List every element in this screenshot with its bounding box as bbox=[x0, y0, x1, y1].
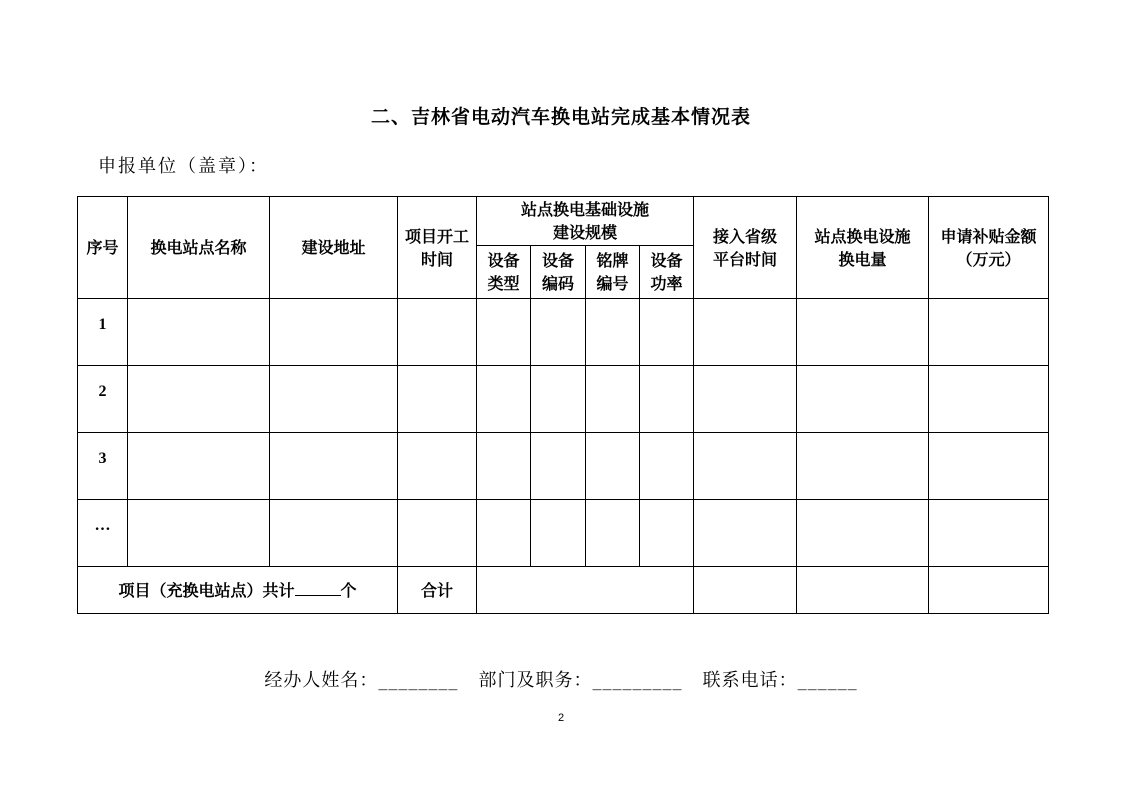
header-start-time: 项目开工 时间 bbox=[398, 197, 477, 299]
cell[interactable] bbox=[797, 299, 929, 366]
cell[interactable] bbox=[531, 366, 586, 433]
cell[interactable] bbox=[640, 500, 694, 567]
header-access-time: 接入省级 平台时间 bbox=[694, 197, 797, 299]
station-summary-table bbox=[77, 196, 1049, 614]
header-swap-volume: 站点换电设施 换电量 bbox=[797, 197, 929, 299]
cell[interactable] bbox=[694, 500, 797, 567]
cell[interactable] bbox=[694, 366, 797, 433]
cell[interactable] bbox=[694, 433, 797, 500]
cell[interactable] bbox=[929, 366, 1049, 433]
table-row bbox=[78, 299, 1049, 366]
cell[interactable] bbox=[929, 567, 1049, 614]
cell[interactable] bbox=[477, 433, 531, 500]
row-seq: 3 bbox=[78, 433, 128, 500]
header-device-type: 设备 类型 bbox=[477, 246, 531, 299]
cell[interactable] bbox=[586, 299, 640, 366]
cell[interactable] bbox=[929, 299, 1049, 366]
cell[interactable] bbox=[531, 500, 586, 567]
cell[interactable] bbox=[586, 366, 640, 433]
header-address: 建设地址 bbox=[270, 197, 398, 299]
cell[interactable] bbox=[797, 567, 929, 614]
row-seq: 2 bbox=[78, 366, 128, 433]
sum-label: 合计 bbox=[398, 567, 477, 614]
total-project-count-label: 项目（充换电站点）共计 个 bbox=[78, 567, 398, 614]
cell[interactable] bbox=[640, 433, 694, 500]
cell[interactable] bbox=[398, 366, 477, 433]
cell[interactable] bbox=[797, 500, 929, 567]
cell[interactable] bbox=[270, 500, 398, 567]
count-blank[interactable] bbox=[295, 579, 341, 596]
cell[interactable] bbox=[694, 567, 797, 614]
cell[interactable] bbox=[398, 433, 477, 500]
cell[interactable] bbox=[797, 433, 929, 500]
table-row bbox=[78, 433, 1049, 500]
cell[interactable] bbox=[694, 299, 797, 366]
cell[interactable] bbox=[270, 299, 398, 366]
cell[interactable] bbox=[128, 433, 270, 500]
cell[interactable] bbox=[929, 433, 1049, 500]
cell[interactable] bbox=[398, 500, 477, 567]
header-row-top bbox=[78, 197, 1049, 246]
cell[interactable] bbox=[586, 500, 640, 567]
cell[interactable] bbox=[128, 299, 270, 366]
table-row bbox=[78, 366, 1049, 433]
header-device-power: 设备 功率 bbox=[640, 246, 694, 299]
cell[interactable] bbox=[531, 299, 586, 366]
cell[interactable] bbox=[270, 366, 398, 433]
cell[interactable] bbox=[929, 500, 1049, 567]
header-infra-group: 站点换电基础设施 建设规模 bbox=[477, 197, 694, 246]
header-device-code: 设备 编码 bbox=[531, 246, 586, 299]
cell[interactable] bbox=[531, 433, 586, 500]
cell[interactable] bbox=[398, 299, 477, 366]
header-seq: 序号 bbox=[78, 197, 128, 299]
cell[interactable] bbox=[586, 433, 640, 500]
cell[interactable] bbox=[640, 299, 694, 366]
cell[interactable] bbox=[128, 500, 270, 567]
header-station-name: 换电站点名称 bbox=[128, 197, 270, 299]
header-subsidy: 申请补贴金额 （万元） bbox=[929, 197, 1049, 299]
cell[interactable] bbox=[477, 299, 531, 366]
cell[interactable] bbox=[477, 366, 531, 433]
cell[interactable] bbox=[797, 366, 929, 433]
header-nameplate: 铭牌 编号 bbox=[586, 246, 640, 299]
cell[interactable] bbox=[477, 567, 694, 614]
page-title: 二、吉林省电动汽车换电站完成基本情况表 bbox=[370, 106, 751, 128]
total-row bbox=[78, 567, 1049, 614]
cell[interactable] bbox=[270, 433, 398, 500]
row-seq: … bbox=[78, 500, 128, 567]
cell[interactable] bbox=[640, 366, 694, 433]
table-row bbox=[78, 500, 1049, 567]
row-seq: 1 bbox=[78, 299, 128, 366]
cell[interactable] bbox=[128, 366, 270, 433]
cell[interactable] bbox=[477, 500, 531, 567]
applicant-unit-label: 申报单位（盖章）： bbox=[98, 156, 269, 177]
signature-footer: 经办人姓名：________ 部门及职务：_________ 联系电话：______ bbox=[264, 670, 858, 691]
page-number: 2 bbox=[557, 712, 565, 724]
